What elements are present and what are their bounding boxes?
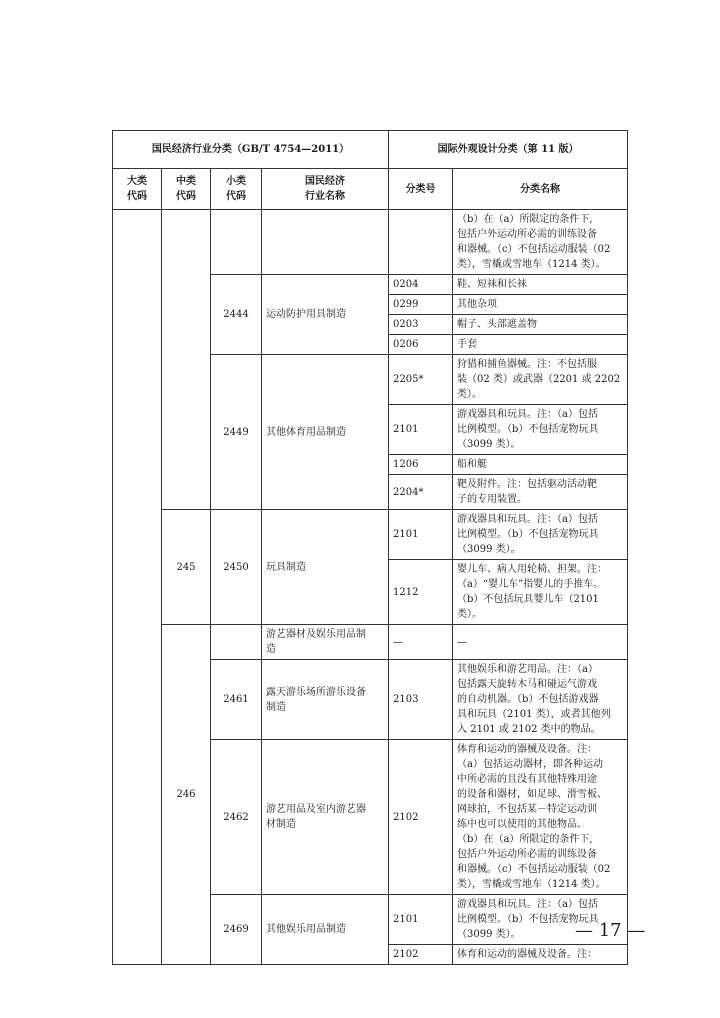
minor-code-cell: 2444 [211,275,262,355]
header-right-title: 国际外观设计分类（第 11 版） [389,131,628,169]
class-code-cell: 2103 [389,660,453,740]
class-desc-cell: 游戏器具和玩具。注：（a）包括 比例模型。（b）不包括宠物玩具 （3099 类）。 [453,510,628,560]
class-code-cell: 0203 [389,315,453,335]
industry-name-cell [262,210,389,275]
minor-code-cell [211,210,262,275]
class-desc-cell: （b）在（a）所限定的条件下, 包括户外运动所必需的训练设备 和器械。（c）不包括运动服装（02 类），雪橇或雪地车（1214 类）。 [453,210,628,275]
minor-code-cell: 2450 [211,510,262,625]
mid-code-cell: 245 [162,510,211,625]
class-desc-cell: 狩猎和捕鱼器械。注：不包括服 装（02 类）或武器（2201 或 2202 类）。 [453,355,628,405]
class-code-cell: 0204 [389,275,453,295]
table-row [113,210,628,275]
class-code-cell: 0206 [389,335,453,355]
class-code-cell: 2101 [389,895,453,945]
mid-code-cell: 246 [162,625,211,965]
class-code-cell [389,210,453,275]
minor-code-cell: 2469 [211,895,262,965]
minor-code-cell: 2462 [211,740,262,895]
class-code-cell: 0299 [389,295,453,315]
industry-name-cell: 游艺器材及娱乐用品制 造 [262,625,389,660]
minor-code-cell [211,625,262,660]
col-industry-name: 国民经济 行业名称 [262,169,389,210]
col-mid-code: 中类 代码 [162,169,211,210]
table-row [113,625,628,660]
class-code-cell: 2102 [389,945,453,965]
class-code-cell: 2205* [389,355,453,405]
industry-name-cell: 其他体育用品制造 [262,355,389,510]
class-code-cell: 2101 [389,510,453,560]
col-class-name: 分类名称 [453,169,628,210]
class-code-cell: — [389,625,453,660]
class-desc-cell: 鞋、短袜和长袜 [453,275,628,295]
class-desc-cell: 船和艇 [453,455,628,475]
class-desc-cell: 其他娱乐和游艺用品。注：（a） 包括露天旋转木马和碰运气游戏 的自动机器。（b）不包括游戏器 具和玩具（2101 类），或者其他列 入 2101 或 2102 类中的物品。 [453,660,628,740]
class-code-cell: 1206 [389,455,453,475]
class-desc-cell: — [453,625,628,660]
class-desc-cell: 靶及附件。注：包括驱动活动靶 子的专用装置。 [453,475,628,510]
major-code-cell [113,210,162,965]
col-class-code: 分类号 [389,169,453,210]
col-minor-code: 小类 代码 [211,169,262,210]
class-desc-cell: 游戏器具和玩具。注：（a）包括 比例模型。（b）不包括宠物玩具 （3099 类）。 [453,895,628,945]
class-desc-cell: 体育和运动的器械及设备。注： [453,945,628,965]
class-code-cell: 2101 [389,405,453,455]
industry-name-cell: 玩具制造 [262,510,389,625]
class-desc-cell: 手套 [453,335,628,355]
industry-name-cell: 露天游乐场所游乐设备 制造 [262,660,389,740]
classification-table [112,130,628,965]
industry-name-cell: 运动防护用具制造 [262,275,389,355]
table-row [113,510,628,560]
class-code-cell: 1212 [389,560,453,625]
industry-name-cell: 其他娱乐用品制造 [262,895,389,965]
page-number: — 17 — [575,920,646,941]
col-major-code: 大类 代码 [113,169,162,210]
minor-code-cell: 2449 [211,355,262,510]
class-code-cell: 2102 [389,740,453,895]
class-desc-cell: 体育和运动的器械及设备。注： （a）包括运动器材，即各种运动 中所必需的且没有其他特殊用途 的设备和器材，如足球、滑雪板、 网球拍，不包括某－特定运动训 练中也可以使用的其他物品。 （b）在（a）所限定的条件下, 包括户外运动所必需的训练设备 和器械。（c）不包括运动服装（02 类），雪橇或雪地车（1214 类）。 [453,740,628,895]
header-row-2 [113,169,628,210]
class-desc-cell: 其他杂项 [453,295,628,315]
class-code-cell: 2204* [389,475,453,510]
industry-name-cell: 游艺用品及室内游艺器 材制造 [262,740,389,895]
class-desc-cell: 游戏器具和玩具。注：（a）包括 比例模型。（b）不包括宠物玩具 （3099 类）。 [453,405,628,455]
header-left-title: 国民经济行业分类（GB/T 4754—2011） [113,131,389,169]
class-desc-cell: 婴儿车、病人用轮椅、担架。注： （a）“婴儿车”指婴儿的手推车。 （b）不包括玩具婴儿车（2101 类）。 [453,560,628,625]
class-desc-cell: 帽子、头部遮盖物 [453,315,628,335]
mid-code-cell [162,210,211,510]
header-row-1 [113,131,628,169]
minor-code-cell: 2461 [211,660,262,740]
